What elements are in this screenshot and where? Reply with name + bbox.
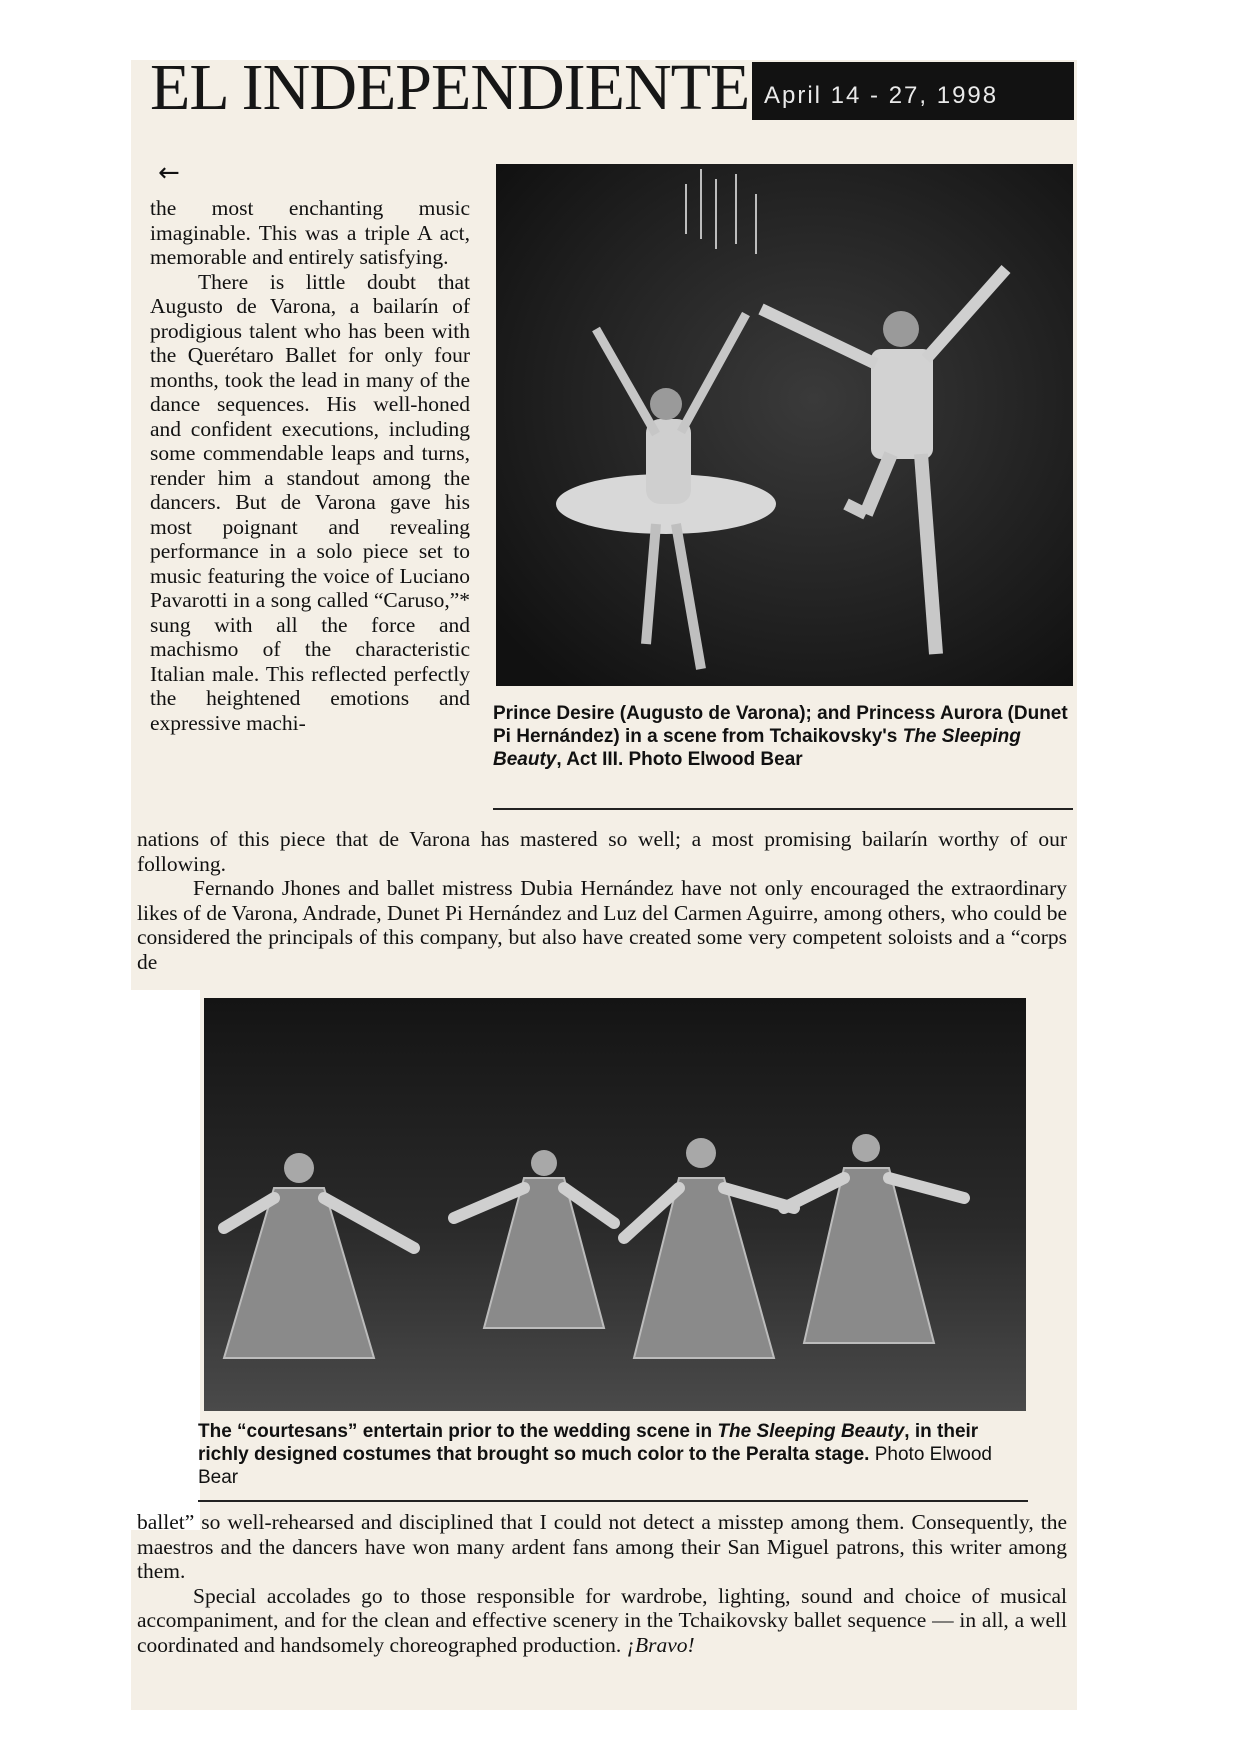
caption-rule-2 bbox=[198, 1500, 1028, 1502]
caption-2-text: The “courtesans” entertain prior to the wedding scene in bbox=[198, 1421, 718, 1442]
caption-2-title: The Sleeping Beauty bbox=[717, 1421, 905, 1442]
clipping-cut-edge bbox=[131, 990, 200, 1530]
paragraph-4: Fernando Jhones and ballet mistress Dubia Hernández have not only encouraged the extraordinary likes of de Varona, Andrade, Dunet Pi Hernández and Luz del Carmen Aguirre, among others, who could be considered the principals of this company, but also have created some very competent soloists and a “corps de bbox=[137, 876, 1067, 974]
paragraph-5: ballet” so well-rehearsed and disciplined that I could not detect a misstep among them. Consequently, the maestros and the dancers have won many ardent fans among their San Miguel patrons, this writer among them. bbox=[137, 1510, 1067, 1583]
photo-caption-1 bbox=[493, 702, 1073, 771]
closing-bravo: ¡Bravo! bbox=[626, 1632, 695, 1657]
continuation-arrow-icon: ← bbox=[158, 158, 180, 188]
issue-date: April 14 - 27, 1998 bbox=[764, 82, 999, 109]
photo-courtesans bbox=[204, 998, 1026, 1411]
caption-1-title: The Sleeping Beauty bbox=[493, 726, 1021, 770]
article-wide-block-1 bbox=[137, 827, 1067, 974]
photo-prince-princess bbox=[496, 164, 1073, 686]
caption-2-credit: Photo Elwood Bear bbox=[198, 1444, 992, 1488]
photo-caption-2 bbox=[198, 1420, 1028, 1489]
article-column bbox=[150, 196, 470, 735]
article-wide-block-2 bbox=[137, 1510, 1067, 1657]
caption-2-text-end: , in their richly designed costumes that brought so much color to the Peralta stage. bbox=[198, 1421, 979, 1465]
caption-rule-1 bbox=[493, 808, 1073, 810]
paragraph-2: There is little doubt that Augusto de Varona, a bailarín of prodigious talent who has been with the Querétaro Ballet for only four months, took the lead in many of the dance sequences. His well-honed and confident executions, including some commendable leaps and turns, render him a standout among the dancers. But de Varona gave his most poignant and revealing performance in a solo piece set to music featuring the voice of Luciano Pavarotti in a song called “Caruso,”* sung with all the force and machismo of the characteristic Italian male. This reflected perfectly the heightened emotions and expressive machi- bbox=[150, 269, 470, 735]
caption-1-text: Prince Desire (Augusto de Varona); and Princess Aurora (Dunet Pi Hernández) in a scene from Tchaikovsky's bbox=[493, 703, 1068, 747]
paragraph-6 bbox=[137, 1584, 1067, 1658]
paragraph-6-text: Special accolades go to those responsible for wardrobe, lighting, sound and choice of musical accompaniment, and for the clean and effective scenery in the Tchaikovsky ballet sequence — in all, a well coordinated and handsomely choreographed production. bbox=[137, 1583, 1067, 1657]
paragraph-3: nations of this piece that de Varona has mastered so well; a most promising bailarín worthy of our following. bbox=[137, 827, 1067, 876]
paragraph-1: the most enchanting music imaginable. This was a triple A act, memorable and entirely satisfying. bbox=[150, 196, 470, 269]
caption-1-credit: , Act III. Photo Elwood Bear bbox=[556, 749, 803, 770]
masthead-title: EL INDEPENDIENTE bbox=[150, 51, 750, 124]
